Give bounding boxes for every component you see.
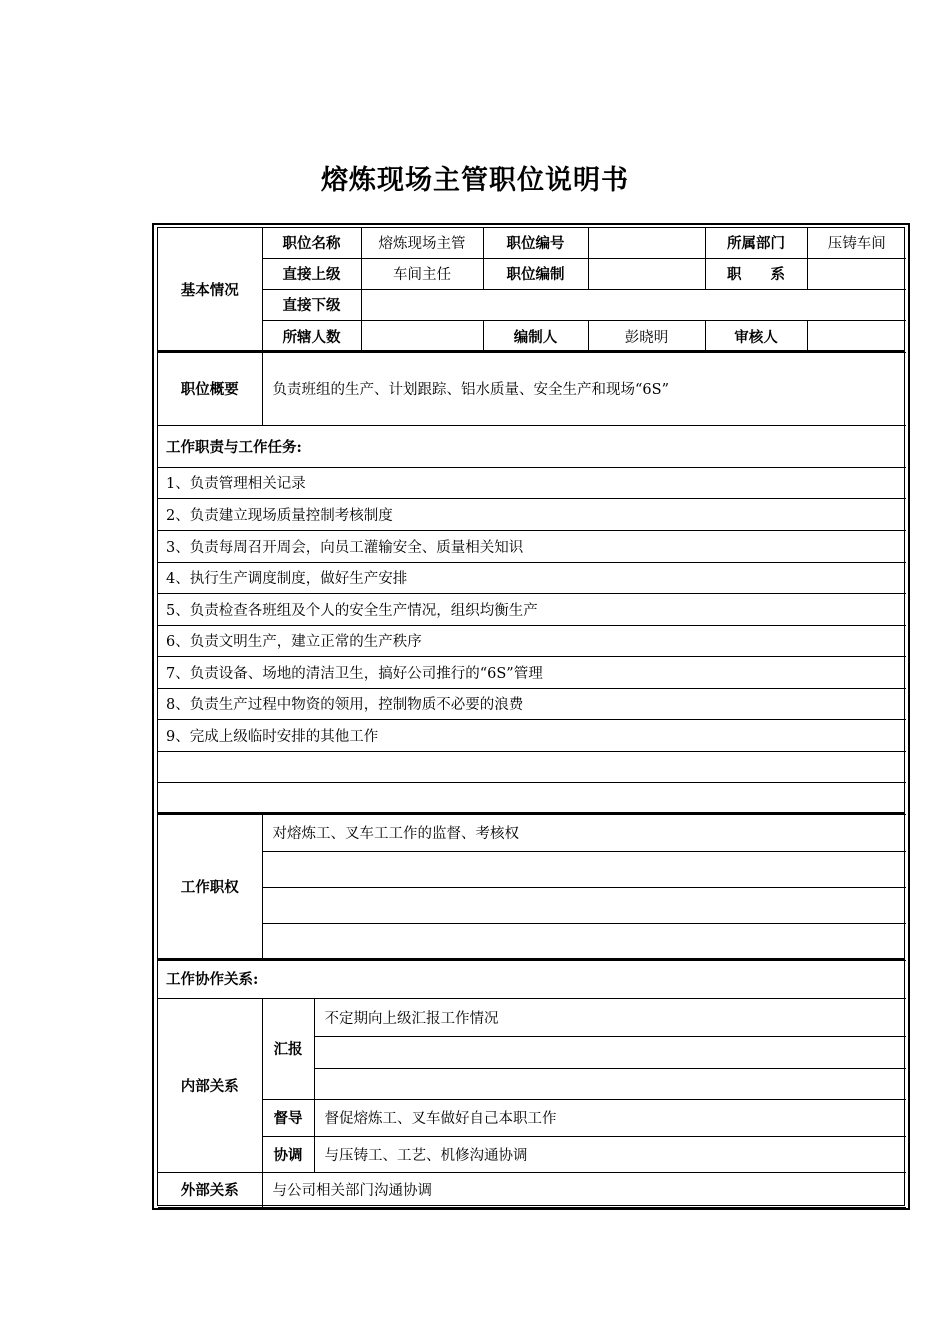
staff-count-value — [361, 320, 483, 352]
external-relations-text: 与公司相关部门沟通协调 — [262, 1172, 906, 1207]
duty-item: 5、负责检查各班组及个人的安全生产情况，组织均衡生产 — [158, 593, 906, 625]
authority-label: 工作职权 — [158, 814, 262, 960]
authority-section — [157, 813, 905, 959]
relations-heading: 工作协作关系: — [158, 960, 906, 998]
position-no-label: 职位编号 — [483, 228, 588, 258]
duty-item: 7、负责设备、场地的清洁卫生，搞好公司推行的“6S”管理 — [158, 656, 906, 688]
coordinate-text: 与压铸工、工艺、机修沟通协调 — [314, 1136, 906, 1172]
author-value: 彭晓明 — [588, 320, 705, 352]
duty-item: 1、负责管理相关记录 — [158, 467, 906, 498]
position-no-value — [588, 228, 705, 258]
duty-item: 2、负责建立现场质量控制考核制度 — [158, 498, 906, 530]
duty-item: 8、负责生产过程中物资的领用，控制物质不必要的浪费 — [158, 688, 906, 719]
supervise-label: 督导 — [262, 1099, 314, 1136]
department-value: 压铸车间 — [807, 228, 906, 258]
subordinate-value — [361, 289, 906, 320]
position-name-value: 熔炼现场主管 — [361, 228, 483, 258]
basic-info-label: 基本情况 — [158, 228, 262, 352]
duty-item: 9、完成上级临时安排的其他工作 — [158, 719, 906, 751]
internal-relations-label: 内部关系 — [158, 998, 262, 1172]
authority-item — [262, 851, 906, 887]
report-item — [314, 1036, 906, 1068]
overview-duties-section — [157, 351, 905, 813]
establishment-value — [588, 258, 705, 289]
duty-item: 6、负责文明生产，建立正常的生产秩序 — [158, 625, 906, 656]
duty-item — [158, 751, 906, 782]
grade-value — [807, 258, 906, 289]
relations-section — [157, 959, 905, 1206]
duties-heading: 工作职责与工作任务: — [158, 425, 906, 467]
superior-label: 直接上级 — [262, 258, 361, 289]
external-relations-label: 外部关系 — [158, 1172, 262, 1207]
overview-text: 负责班组的生产、计划跟踪、铝水质量、安全生产和现场“6S” — [262, 352, 906, 425]
department-label: 所属部门 — [705, 228, 807, 258]
staff-count-label: 所辖人数 — [262, 320, 361, 352]
supervise-text: 督促熔炼工、叉车做好自己本职工作 — [314, 1099, 906, 1136]
basic-info-section — [157, 227, 905, 351]
page-title: 熔炼现场主管职位说明书 — [321, 165, 629, 196]
reviewer-value — [807, 320, 906, 352]
author-label: 编制人 — [483, 320, 588, 352]
establishment-label: 职位编制 — [483, 258, 588, 289]
authority-item — [262, 923, 906, 960]
subordinate-label: 直接下级 — [262, 289, 361, 320]
authority-item — [262, 887, 906, 923]
authority-item: 对熔炼工、叉车工工作的监督、考核权 — [262, 814, 906, 851]
overview-label: 职位概要 — [158, 352, 262, 425]
duty-item: 4、执行生产调度制度，做好生产安排 — [158, 562, 906, 593]
grade-label: 职 系 — [705, 258, 807, 289]
report-item: 不定期向上级汇报工作情况 — [314, 998, 906, 1036]
report-label: 汇报 — [262, 998, 314, 1099]
reviewer-label: 审核人 — [705, 320, 807, 352]
coordinate-label: 协调 — [262, 1136, 314, 1172]
duty-item — [158, 782, 906, 814]
position-name-label: 职位名称 — [262, 228, 361, 258]
duty-item: 3、负责每周召开周会，向员工灌输安全、质量相关知识 — [158, 530, 906, 562]
report-item — [314, 1068, 906, 1099]
superior-value: 车间主任 — [361, 258, 483, 289]
